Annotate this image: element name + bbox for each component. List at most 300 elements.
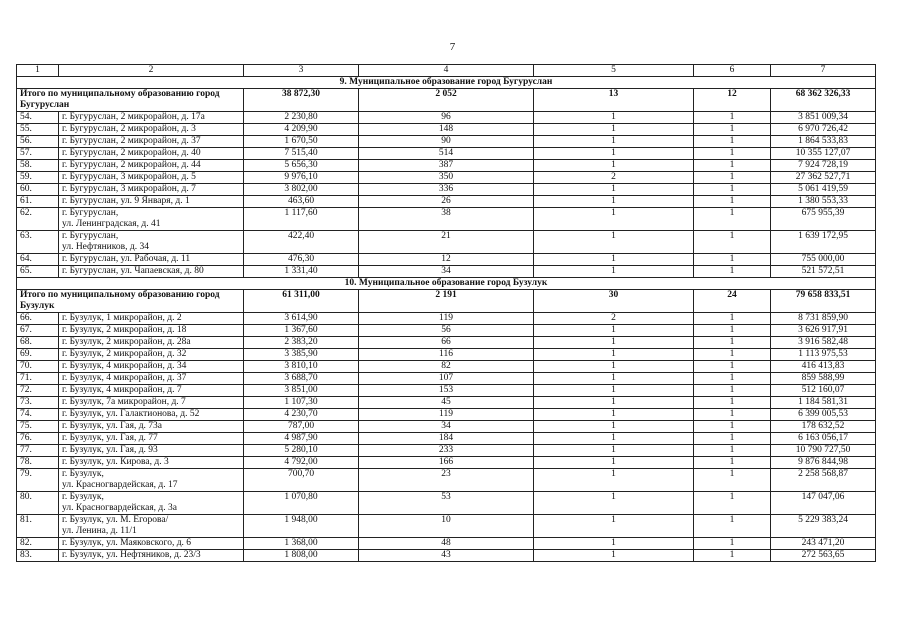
section-total-row <box>17 89 876 112</box>
row-address <box>59 160 244 172</box>
row-area: 3 810,10 <box>244 361 359 373</box>
row-residents: 53 <box>359 492 534 515</box>
row-area: 9 976,10 <box>244 172 359 184</box>
table-row <box>17 112 876 124</box>
row-cost: 6 163 056,17 <box>771 433 876 445</box>
row-col-5: 1 <box>534 325 694 337</box>
row-address <box>59 148 244 160</box>
section-title: 10. Муниципальное образование город Бузулук <box>17 278 876 290</box>
row-col-5: 1 <box>534 124 694 136</box>
row-number: 75. <box>17 421 59 433</box>
total-area: 61 311,00 <box>244 290 359 313</box>
row-address <box>59 208 244 231</box>
row-number: 54. <box>17 112 59 124</box>
address-line: ул. Нефтяников, д. 34 <box>62 241 149 252</box>
address-line: г. Бузулук, 4 микрорайон, д. 37 <box>62 373 187 383</box>
address-line: г. Бузулук, ул. Нефтяников, д. 23/3 <box>62 550 201 560</box>
row-number: 67. <box>17 325 59 337</box>
table-row <box>17 196 876 208</box>
total-residents: 2 052 <box>359 89 534 112</box>
row-residents: 166 <box>359 457 534 469</box>
row-cost: 2 258 568,87 <box>771 469 876 492</box>
total-cost: 79 658 833,51 <box>771 290 876 313</box>
address-line: г. Бузулук, <box>62 492 104 502</box>
address-line: ул. Красногвардейская, д. 17 <box>62 479 178 490</box>
row-area: 700,70 <box>244 469 359 492</box>
row-col-6: 1 <box>694 445 771 457</box>
row-col-6: 1 <box>694 550 771 562</box>
address-line: г. Бугуруслан, 2 микрорайон, д. 44 <box>62 160 201 170</box>
row-address <box>59 397 244 409</box>
row-address <box>59 325 244 337</box>
section-total-row <box>17 290 876 313</box>
table-row <box>17 409 876 421</box>
page-number: 7 <box>449 41 456 53</box>
row-cost: 521 572,51 <box>771 266 876 278</box>
row-address <box>59 421 244 433</box>
row-number: 59. <box>17 172 59 184</box>
row-address <box>59 136 244 148</box>
address-line: г. Бугуруслан, <box>62 231 119 241</box>
row-number: 70. <box>17 361 59 373</box>
row-residents: 34 <box>359 266 534 278</box>
table-row <box>17 231 876 254</box>
row-number: 80. <box>17 492 59 515</box>
row-area: 4 987,90 <box>244 433 359 445</box>
row-address <box>59 538 244 550</box>
row-address <box>59 361 244 373</box>
row-number: 69. <box>17 349 59 361</box>
table-row <box>17 160 876 172</box>
row-cost: 3 916 582,48 <box>771 337 876 349</box>
address-line: г. Бузулук, ул. Гая, д. 93 <box>62 445 158 455</box>
column-header-row <box>17 65 876 77</box>
table-row <box>17 325 876 337</box>
row-col-5: 1 <box>534 208 694 231</box>
table-row <box>17 172 876 184</box>
row-cost: 1 639 172,95 <box>771 231 876 254</box>
row-area: 1 368,00 <box>244 538 359 550</box>
row-col-5: 1 <box>534 492 694 515</box>
address-line: г. Бугуруслан, 3 микрорайон, д. 7 <box>62 184 196 194</box>
address-line: г. Бугуруслан, ул. Рабочая, д. 11 <box>62 254 191 264</box>
row-residents: 34 <box>359 421 534 433</box>
row-cost: 1 864 533,83 <box>771 136 876 148</box>
row-col-6: 1 <box>694 492 771 515</box>
row-col-5: 1 <box>534 445 694 457</box>
row-col-5: 1 <box>534 136 694 148</box>
row-col-5: 1 <box>534 421 694 433</box>
total-col-5: 30 <box>534 290 694 313</box>
row-residents: 119 <box>359 313 534 325</box>
row-residents: 43 <box>359 550 534 562</box>
total-col-6: 24 <box>694 290 771 313</box>
row-area: 3 688,70 <box>244 373 359 385</box>
row-number: 68. <box>17 337 59 349</box>
row-area: 4 792,00 <box>244 457 359 469</box>
table-row <box>17 457 876 469</box>
row-area: 463,60 <box>244 196 359 208</box>
address-line: г. Бузулук, 2 микрорайон, д. 18 <box>62 325 187 335</box>
row-cost: 859 588,99 <box>771 373 876 385</box>
row-residents: 66 <box>359 337 534 349</box>
row-col-5: 1 <box>534 385 694 397</box>
row-residents: 514 <box>359 148 534 160</box>
row-number: 61. <box>17 196 59 208</box>
row-col-6: 1 <box>694 148 771 160</box>
row-address <box>59 385 244 397</box>
table-row <box>17 337 876 349</box>
section-title: 9. Муниципальное образование город Бугуруслан <box>17 77 876 89</box>
row-number: 83. <box>17 550 59 562</box>
address-line: г. Бугуруслан, 2 микрорайон, д. 37 <box>62 136 201 146</box>
row-area: 5 656,30 <box>244 160 359 172</box>
row-col-5: 1 <box>534 457 694 469</box>
row-area: 7 515,40 <box>244 148 359 160</box>
row-address <box>59 445 244 457</box>
row-col-6: 1 <box>694 433 771 445</box>
row-area: 476,30 <box>244 254 359 266</box>
row-col-6: 1 <box>694 349 771 361</box>
table-row <box>17 433 876 445</box>
table-row <box>17 469 876 492</box>
row-col-6: 1 <box>694 373 771 385</box>
row-address <box>59 550 244 562</box>
register-table <box>16 64 876 562</box>
row-cost: 6 970 726,42 <box>771 124 876 136</box>
table-row <box>17 538 876 550</box>
table-row <box>17 550 876 562</box>
row-address <box>59 112 244 124</box>
row-cost: 512 160,07 <box>771 385 876 397</box>
row-cost: 1 113 975,53 <box>771 349 876 361</box>
row-number: 72. <box>17 385 59 397</box>
row-residents: 336 <box>359 184 534 196</box>
address-line: г. Бузулук, 2 микрорайон, д. 32 <box>62 349 187 359</box>
row-address <box>59 184 244 196</box>
column-header: 6 <box>694 65 771 77</box>
address-line: ул. Ленина, д. 11/1 <box>62 525 137 536</box>
row-address <box>59 231 244 254</box>
row-cost: 8 731 859,90 <box>771 313 876 325</box>
table-row <box>17 421 876 433</box>
row-area: 2 230,80 <box>244 112 359 124</box>
total-cost: 68 362 326,33 <box>771 89 876 112</box>
row-col-6: 1 <box>694 385 771 397</box>
row-col-5: 2 <box>534 313 694 325</box>
row-cost: 675 955,39 <box>771 208 876 231</box>
row-col-5: 1 <box>534 254 694 266</box>
row-number: 77. <box>17 445 59 457</box>
column-header: 2 <box>59 65 244 77</box>
row-area: 1 808,00 <box>244 550 359 562</box>
row-number: 74. <box>17 409 59 421</box>
column-header: 7 <box>771 65 876 77</box>
row-col-5: 1 <box>534 266 694 278</box>
table-row <box>17 361 876 373</box>
row-col-6: 1 <box>694 160 771 172</box>
column-header: 4 <box>359 65 534 77</box>
column-header: 1 <box>17 65 59 77</box>
row-area: 1 948,00 <box>244 515 359 538</box>
table-row <box>17 208 876 231</box>
row-col-6: 1 <box>694 184 771 196</box>
address-line: г. Бугуруслан, <box>62 208 119 218</box>
address-line: г. Бузулук, ул. Гая, д. 73а <box>62 421 163 431</box>
row-cost: 416 413,83 <box>771 361 876 373</box>
row-col-5: 1 <box>534 349 694 361</box>
row-col-6: 1 <box>694 266 771 278</box>
row-residents: 107 <box>359 373 534 385</box>
column-header: 5 <box>534 65 694 77</box>
row-number: 81. <box>17 515 59 538</box>
address-line: г. Бугуруслан, 2 микрорайон, д. 17а <box>62 112 205 122</box>
address-line: г. Бузулук, <box>62 469 104 479</box>
row-area: 4 209,90 <box>244 124 359 136</box>
section-title-row <box>17 77 876 89</box>
total-area: 38 872,30 <box>244 89 359 112</box>
row-number: 62. <box>17 208 59 231</box>
address-line: г. Бугуруслан, ул. 9 Января, д. 1 <box>62 196 190 206</box>
total-residents: 2 191 <box>359 290 534 313</box>
row-residents: 82 <box>359 361 534 373</box>
row-area: 1 670,50 <box>244 136 359 148</box>
table-row <box>17 184 876 196</box>
row-cost: 5 061 419,59 <box>771 184 876 196</box>
row-col-5: 1 <box>534 538 694 550</box>
row-area: 1 107,30 <box>244 397 359 409</box>
row-number: 66. <box>17 313 59 325</box>
row-col-5: 1 <box>534 433 694 445</box>
row-area: 1 117,60 <box>244 208 359 231</box>
row-col-5: 1 <box>534 231 694 254</box>
row-col-5: 1 <box>534 184 694 196</box>
row-col-5: 1 <box>534 160 694 172</box>
row-col-6: 1 <box>694 208 771 231</box>
row-col-6: 1 <box>694 515 771 538</box>
row-col-6: 1 <box>694 469 771 492</box>
row-residents: 10 <box>359 515 534 538</box>
row-address <box>59 469 244 492</box>
row-number: 71. <box>17 373 59 385</box>
table-row <box>17 397 876 409</box>
row-residents: 184 <box>359 433 534 445</box>
total-col-6: 12 <box>694 89 771 112</box>
row-area: 3 614,90 <box>244 313 359 325</box>
row-cost: 6 399 005,53 <box>771 409 876 421</box>
row-col-6: 1 <box>694 172 771 184</box>
row-residents: 148 <box>359 124 534 136</box>
table-row <box>17 515 876 538</box>
row-address <box>59 373 244 385</box>
row-address <box>59 172 244 184</box>
row-col-6: 1 <box>694 124 771 136</box>
row-cost: 755 000,00 <box>771 254 876 266</box>
table-row <box>17 373 876 385</box>
row-residents: 21 <box>359 231 534 254</box>
row-area: 787,00 <box>244 421 359 433</box>
row-area: 1 367,60 <box>244 325 359 337</box>
row-residents: 96 <box>359 112 534 124</box>
table-row <box>17 492 876 515</box>
row-area: 3 385,90 <box>244 349 359 361</box>
row-address <box>59 409 244 421</box>
row-number: 79. <box>17 469 59 492</box>
address-line: г. Бузулук, ул. Маяковского, д. 6 <box>62 538 192 548</box>
table-row <box>17 445 876 457</box>
table-body <box>17 65 876 562</box>
column-header: 3 <box>244 65 359 77</box>
row-area: 2 383,20 <box>244 337 359 349</box>
row-residents: 119 <box>359 409 534 421</box>
row-residents: 233 <box>359 445 534 457</box>
address-line: г. Бузулук, 1 микрорайон, д. 2 <box>62 313 182 323</box>
row-area: 5 280,10 <box>244 445 359 457</box>
total-label: Итого по муниципальному образованию город Бугуруслан <box>17 89 244 112</box>
table-row <box>17 136 876 148</box>
total-label: Итого по муниципальному образованию город Бузулук <box>17 290 244 313</box>
row-col-5: 1 <box>534 373 694 385</box>
table-row <box>17 254 876 266</box>
row-residents: 56 <box>359 325 534 337</box>
row-col-5: 1 <box>534 397 694 409</box>
row-number: 57. <box>17 148 59 160</box>
row-address <box>59 492 244 515</box>
row-col-5: 1 <box>534 361 694 373</box>
row-number: 73. <box>17 397 59 409</box>
row-address <box>59 349 244 361</box>
address-line: г. Бузулук, 4 микрорайон, д. 34 <box>62 361 187 371</box>
row-col-6: 1 <box>694 325 771 337</box>
row-cost: 1 184 581,31 <box>771 397 876 409</box>
row-number: 82. <box>17 538 59 550</box>
row-residents: 12 <box>359 254 534 266</box>
table-row <box>17 148 876 160</box>
row-number: 55. <box>17 124 59 136</box>
row-cost: 9 876 844,98 <box>771 457 876 469</box>
row-cost: 10 790 727,50 <box>771 445 876 457</box>
row-col-5: 1 <box>534 409 694 421</box>
row-cost: 3 851 009,34 <box>771 112 876 124</box>
row-address <box>59 124 244 136</box>
section-title-row <box>17 278 876 290</box>
row-cost: 27 362 527,71 <box>771 172 876 184</box>
row-number: 56. <box>17 136 59 148</box>
row-number: 64. <box>17 254 59 266</box>
row-col-6: 1 <box>694 409 771 421</box>
address-line: г. Бузулук, ул. Гая, д. 77 <box>62 433 158 443</box>
address-line: г. Бугуруслан, 2 микрорайон, д. 3 <box>62 124 196 134</box>
row-col-6: 1 <box>694 457 771 469</box>
row-col-6: 1 <box>694 231 771 254</box>
row-cost: 3 626 917,91 <box>771 325 876 337</box>
row-residents: 90 <box>359 136 534 148</box>
row-address <box>59 313 244 325</box>
row-residents: 387 <box>359 160 534 172</box>
row-area: 4 230,70 <box>244 409 359 421</box>
address-line: ул. Ленинградская, д. 41 <box>62 218 161 229</box>
row-number: 78. <box>17 457 59 469</box>
row-col-5: 1 <box>534 469 694 492</box>
address-line: г. Бузулук, ул. Кирова, д. 3 <box>62 457 169 467</box>
address-line: г. Бузулук, 2 микрорайон, д. 28а <box>62 337 191 347</box>
row-col-5: 1 <box>534 550 694 562</box>
row-cost: 272 563,65 <box>771 550 876 562</box>
address-line: г. Бузулук, ул. Галактионова, д. 52 <box>62 409 200 419</box>
address-line: г. Бузулук, ул. М. Егорова/ <box>62 515 169 525</box>
row-col-6: 1 <box>694 313 771 325</box>
row-cost: 1 380 553,33 <box>771 196 876 208</box>
table-row <box>17 385 876 397</box>
address-line: ул. Красногвардейская, д. 3а <box>62 502 177 513</box>
row-col-5: 1 <box>534 148 694 160</box>
row-number: 60. <box>17 184 59 196</box>
row-cost: 7 924 728,19 <box>771 160 876 172</box>
address-line: г. Бугуруслан, 3 микрорайон, д. 5 <box>62 172 196 182</box>
row-col-5: 1 <box>534 515 694 538</box>
row-number: 76. <box>17 433 59 445</box>
row-residents: 116 <box>359 349 534 361</box>
row-col-6: 1 <box>694 397 771 409</box>
table-row <box>17 124 876 136</box>
row-col-5: 1 <box>534 196 694 208</box>
row-number: 65. <box>17 266 59 278</box>
row-area: 422,40 <box>244 231 359 254</box>
table-row <box>17 349 876 361</box>
row-col-5: 2 <box>534 172 694 184</box>
table-row <box>17 313 876 325</box>
row-number: 63. <box>17 231 59 254</box>
row-area: 3 851,00 <box>244 385 359 397</box>
row-col-6: 1 <box>694 196 771 208</box>
address-line: г. Бугуруслан, ул. Чапаевская, д. 80 <box>62 266 204 276</box>
row-address <box>59 515 244 538</box>
row-cost: 5 229 383,24 <box>771 515 876 538</box>
row-number: 58. <box>17 160 59 172</box>
total-col-5: 13 <box>534 89 694 112</box>
row-col-6: 1 <box>694 538 771 550</box>
row-area: 1 070,80 <box>244 492 359 515</box>
row-residents: 38 <box>359 208 534 231</box>
row-col-6: 1 <box>694 421 771 433</box>
row-col-6: 1 <box>694 361 771 373</box>
row-residents: 26 <box>359 196 534 208</box>
row-address <box>59 433 244 445</box>
row-residents: 48 <box>359 538 534 550</box>
address-line: г. Бузулук, 7а микрорайон, д. 7 <box>62 397 186 407</box>
row-cost: 147 047,06 <box>771 492 876 515</box>
row-cost: 243 471,20 <box>771 538 876 550</box>
row-cost: 10 355 127,07 <box>771 148 876 160</box>
row-address <box>59 266 244 278</box>
row-col-6: 1 <box>694 254 771 266</box>
row-area: 1 331,40 <box>244 266 359 278</box>
row-address <box>59 254 244 266</box>
row-col-6: 1 <box>694 112 771 124</box>
row-area: 3 802,00 <box>244 184 359 196</box>
table-row <box>17 266 876 278</box>
row-residents: 350 <box>359 172 534 184</box>
row-cost: 178 632,52 <box>771 421 876 433</box>
address-line: г. Бузулук, 4 микрорайон, д. 7 <box>62 385 182 395</box>
row-address <box>59 457 244 469</box>
row-residents: 23 <box>359 469 534 492</box>
address-line: г. Бугуруслан, 2 микрорайон, д. 40 <box>62 148 201 158</box>
row-col-5: 1 <box>534 112 694 124</box>
row-residents: 153 <box>359 385 534 397</box>
row-address <box>59 196 244 208</box>
row-residents: 45 <box>359 397 534 409</box>
